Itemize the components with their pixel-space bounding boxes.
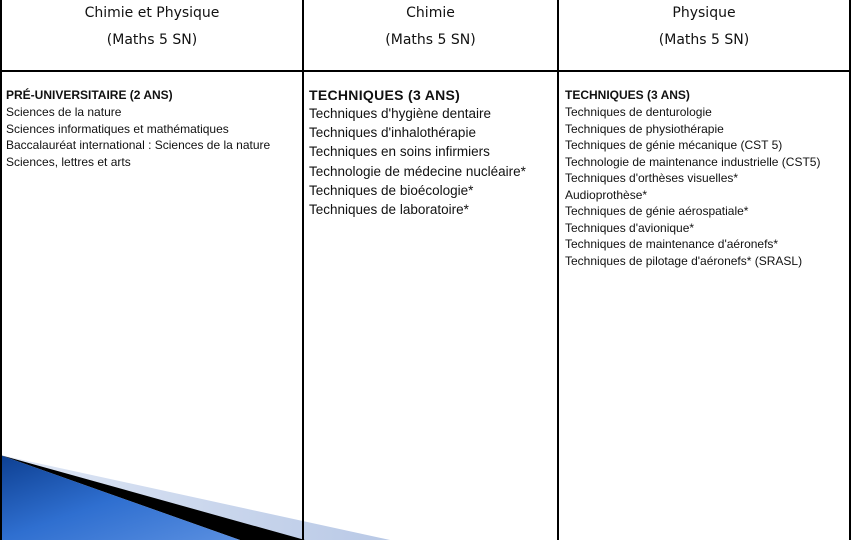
- column-divider-2: [557, 0, 559, 540]
- header-prerequisite: (Maths 5 SN): [658, 32, 750, 48]
- column-pre-universitaire: [6, 86, 270, 170]
- header-subject: Physique: [672, 5, 736, 21]
- program-list: [309, 104, 526, 219]
- list-item: Techniques de physiothérapie: [565, 121, 724, 136]
- list-item: Baccalauréat international : Sciences de la nature: [6, 138, 271, 152]
- list-item: Sciences informatiques et mathématiques: [6, 121, 229, 136]
- header-cell-physique: [559, 0, 849, 70]
- column-divider-left: [0, 0, 2, 540]
- list-item: Technologie de maintenance industrielle (CST5): [565, 154, 821, 169]
- header-prerequisite: (Maths 5 SN): [106, 32, 198, 48]
- list-item: Techniques de pilotage d'aéronefs* (SRASL): [565, 253, 803, 268]
- list-item: Techniques de laboratoire*: [309, 202, 469, 218]
- list-item: Techniques d'hygiène dentaire: [309, 106, 491, 121]
- list-item: Audioprothèse*: [565, 187, 648, 202]
- header-cell-chimie-physique: [2, 0, 302, 70]
- list-item: Sciences de la nature: [6, 105, 122, 119]
- list-item: Techniques de maintenance d'aéronefs*: [565, 237, 779, 251]
- program-list: [6, 104, 270, 170]
- header-subject: Chimie: [406, 5, 455, 21]
- column-title: PRÉ-UNIVERSITAIRE (2 ANS): [6, 88, 173, 102]
- list-item: Techniques d'inhalothérapie: [309, 125, 476, 141]
- list-item: Technologie de médecine nucléaire*: [309, 163, 526, 179]
- list-item: Techniques d'avionique*: [565, 220, 695, 235]
- column-divider-1: [302, 0, 304, 540]
- list-item: Techniques de génie aérospatiale*: [565, 204, 749, 218]
- header-divider: [0, 70, 851, 72]
- list-item: Techniques de génie mécanique (CST 5): [565, 138, 783, 152]
- column-techniques-physique: [565, 86, 820, 269]
- column-title: TECHNIQUES (3 ANS): [309, 87, 461, 103]
- header-subject: Chimie et Physique: [84, 5, 220, 21]
- program-list: [565, 104, 820, 269]
- list-item: Techniques en soins infirmiers: [309, 144, 490, 160]
- list-item: Techniques de bioécologie*: [309, 182, 474, 198]
- list-item: Sciences, lettres et arts: [6, 154, 131, 169]
- header-cell-chimie: [304, 0, 557, 70]
- list-item: Techniques de denturologie: [565, 105, 712, 119]
- column-title: TECHNIQUES (3 ANS): [565, 88, 690, 102]
- header-prerequisite: (Maths 5 SN): [385, 32, 476, 48]
- list-item: Techniques d'orthèses visuelles*: [565, 171, 739, 185]
- column-techniques-chimie: [309, 86, 526, 219]
